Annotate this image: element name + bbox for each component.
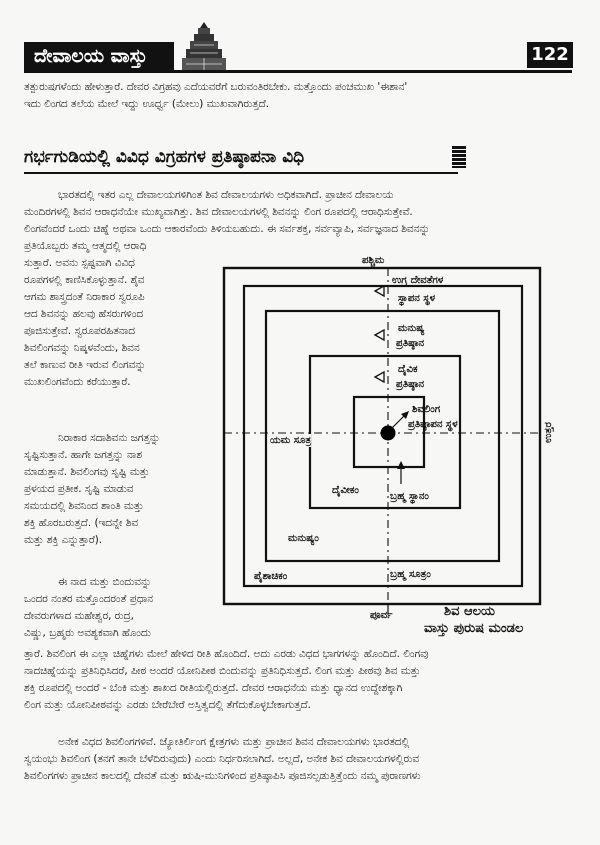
diagram-caption-line-2: ವಾಸ್ತು ಪುರುಷ ಮಂಡಲ bbox=[424, 621, 524, 636]
text-line: ಶಿವಲಿಂಗವನ್ನು ನಿಷ್ಕಳವೆಂದು, ಶಿವನ bbox=[24, 342, 140, 354]
text-line: ಇದು ಲಿಂಗದ ತಲೆಯ ಮೇಲೆ ಇದ್ದು ಊರ್ಧ್ವ (ಮೇಲು) ಮುಖವಾಗಿರುತ್ತದೆ. bbox=[24, 98, 270, 110]
text-line: ಪ್ರತಿಯೊಬ್ಬರು ತಮ್ಮ ಆತ್ಮದಲ್ಲಿ ಆರಾಧಿ bbox=[24, 240, 147, 252]
text-line: ಭಾರತದಲ್ಲಿ ಇತರ ಎಲ್ಲ ದೇವಾಲಯಗಳಿಗಿಂತ ಶಿವ ದೇವಾಲಯಗಳು ಅಧಿಕವಾಗಿದೆ. ಪ್ರಾಚೀನ ದೇವಾಲಯ bbox=[58, 189, 394, 201]
yama-sutra-label: ಯಮ ಸೂತ್ರ bbox=[270, 435, 312, 446]
text-line: ತ್ತಾರೆ. ಶಿವಲಿಂಗ ಈ ಎಲ್ಲಾ ಚಿಹ್ನೆಗಳು ಮೇಲೆ ಹೇಳಿದ ರೀತಿ ಹೊಂದಿದೆ. ಅದು ಎರಡು ವಿಧದ ಭಾಗಗಳನ್ನು ಹೊಂದಿದೆ. ಲಿಂಗವು bbox=[24, 648, 429, 660]
diagram-caption-line-1: ಶಿವ ಆಲಯ bbox=[444, 604, 495, 619]
running-header-title: ದೇವಾಲಯ ವಾಸ್ತು bbox=[34, 45, 148, 67]
text-line: ತಲೆ ಕಾಣುವ ರೀತಿ ಇರುವ ಲಿಂಗವನ್ನು bbox=[24, 359, 146, 371]
paragraph-3-full bbox=[24, 646, 576, 714]
heading-rule bbox=[24, 172, 458, 174]
brahma-sthana-label: ಬ್ರಹ್ಮ ಸ್ಥಾನಂ bbox=[390, 491, 429, 502]
vastu-purusha-mandala-diagram bbox=[220, 255, 576, 642]
direction-north-label: ಉತ್ತರ bbox=[542, 422, 554, 443]
text-line: ಶಕ್ತಿ ಹೊರಬರುತ್ತದೆ. (ಇದನ್ನೇ ಶಿವ bbox=[24, 517, 139, 529]
text-line: ಪೂಜಿಸುತ್ತೇವೆ. ಸ್ವರೂಪರಹಿತನಾದ bbox=[24, 325, 135, 337]
text-line: ವಿಷ್ಣು, ಬ್ರಹ್ಮರು ಅವಶ್ಯಕವಾಗಿ ಹೊಂದು bbox=[24, 627, 151, 639]
text-line: ಲಿಂಗವೆಂದರೆ ಒಂದು ಚಿಹ್ನೆ ಅಥವಾ ಒಂದು ಆಕಾರವೆಂದು ತಿಳಿಯಬಹುದು. ಈ ಸರ್ವಶಕ್ತ, ಸರ್ವವ್ಯಾಪಿ, ಸರ್ವಜ್ಞನಾದ ಶಿವನನ್ನು bbox=[24, 223, 430, 235]
text-line: ಶಿವಲಿಂಗಗಳು ಪ್ರಾಚೀನ ಕಾಲದಲ್ಲಿ ದೇವತೆ ಮತ್ತು ಋಷಿ-ಮುನಿಗಳಿಂದ ಪ್ರತಿಷ್ಠಾಪಿಸಿ ಪೂಜಿಸಲ್ಪಡುತ್ತಿತ್ತೆಂದು ನಮ್ಮ ಪುರಾಣಗಳು bbox=[24, 770, 421, 782]
text-line: ಮತ್ತು ಶಕ್ತಿ ಎನ್ನುತ್ತಾರೆ). bbox=[24, 534, 103, 546]
text-line: ಆಗಮ ಶಾಸ್ತ್ರದಂತೆ ನಿರಾಕಾರ ಸ್ವರೂಪಿ bbox=[24, 291, 145, 303]
daivika-zone-label-1: ದೈವಿಕ bbox=[398, 364, 418, 375]
manushya-zone-label-2: ಪ್ರತಿಷ್ಠಾನ bbox=[396, 338, 425, 349]
page-number: 122 bbox=[527, 42, 573, 68]
text-line: ಸೃಷ್ಟಿಸುತ್ತಾನೆ. ಹಾಗೇ ಜಗತ್ತನ್ನು ನಾಶ bbox=[24, 449, 143, 461]
paragraph-3-column bbox=[24, 574, 216, 642]
ugra-devata-zone-label-2: ಸ್ಥಾಪನ ಸ್ಥಳ bbox=[398, 293, 436, 304]
text-line: ಸ್ವಯಂಭು ಶಿವಲಿಂಗ (ತನಗೆ ತಾನೇ ಬೆಳೆದಿರುವುದು) ಎಂದು ನಿರ್ಧರಿಸಲಾಗಿದೆ. ಅಲ್ಲದೆ, ಅನೇಕ ಶಿವ ದೇವಾಲಯಗಳಲ್ಲಿರುವ bbox=[24, 753, 420, 765]
shivalinga-zone-label-1: ಶಿವಲಿಂಗ bbox=[412, 404, 441, 415]
text-line: ನಿರಾಕಾರ ಸದಾಶಿವನು ಜಗತ್ತನ್ನು bbox=[58, 432, 161, 444]
paragraph-4 bbox=[24, 734, 576, 785]
text-line: ತತ್ಪುರುಷಗಳೆಂದು ಹೇಳುತ್ತಾರೆ. ದೇವರ ವಿಗ್ರಹವು ಎದೆಯವರೆಗೆ ಬರುವಂತಿರಬೇಕು. ಮತ್ತೊಂದು ಪಂಚಮುಖ 'ಈಶಾನ' bbox=[24, 81, 408, 93]
text-line: ಸಮಯದಲ್ಲಿ ಶಿವನಿಂದ ಶಾಂತಿ ಮತ್ತು bbox=[24, 500, 144, 512]
text-line: ಸುತ್ತಾರೆ. ಅವನು ಸ್ಪಷ್ಟವಾಗಿ ವಿವಿಧ bbox=[24, 257, 135, 269]
ugra-devata-zone-label-1: ಉಗ್ರ ದೇವತೆಗಳ bbox=[392, 275, 444, 286]
text-line: ಶಕ್ತಿ ರೂಪದಲ್ಲಿ ಅಂದರೆ - ಬೆಂಕಿ ಮತ್ತು ಶಾಖದ ರೀತಿಯಲ್ಲಿರುತ್ತದೆ. ದೇವರ ಆರಾಧನೆಯ ಮತ್ತು ಧ್ಯಾನದ ಉದ್ದೇಶಕ್ಕಾಗಿ bbox=[24, 682, 403, 694]
paragraph-1-full bbox=[24, 187, 576, 238]
intro-paragraph bbox=[24, 79, 576, 113]
paishachika-ring-label: ಪೈಶಾಚಿಕಂ bbox=[254, 571, 288, 582]
mandala-lines bbox=[220, 262, 576, 642]
section-heading: ಗರ್ಭಗುಡಿಯಲ್ಲಿ ವಿವಿಧ ವಿಗ್ರಹಗಳ ಪ್ರತಿಷ್ಠಾಪನಾ ವಿಧಿ bbox=[24, 147, 305, 167]
text-line: ಮಂದಿರಗಳಲ್ಲಿ ಶಿವನ ಆರಾಧನೆಯೇ ಮುಖ್ಯವಾಗಿತ್ತು. ಶಿವ ದೇವಾಲಯಗಳಲ್ಲಿ ಶಿವನನ್ನು ಲಿಂಗ ರೂಪದಲ್ಲಿ ಆರಾಧಿಸುತ್ತೇವೆ. bbox=[24, 206, 413, 218]
text-line: ಆದ ಶಿವನನ್ನು ಹಲವು ಹೆಸರುಗಳಿಂದ bbox=[24, 308, 144, 320]
brahma-sutra-label: ಬ್ರಹ್ಮ ಸೂತ್ರಂ bbox=[390, 569, 431, 580]
text-line: ಒಂದರ ನಂತರ ಮತ್ತೊಂದರಂತೆ ಪ್ರಧಾನ bbox=[24, 593, 154, 605]
manushya-ring-label: ಮನುಷ್ಯಂ bbox=[288, 533, 319, 544]
text-line: ದೇವರುಗಳಾದ ಮಹೇಶ್ವರ, ರುದ್ರ, bbox=[24, 610, 134, 622]
text-line: ರೂಪಗಳಲ್ಲಿ ಕಾಣಿಸಿಕೊಳ್ಳುತ್ತಾನೆ. ಶೈವ bbox=[24, 274, 145, 286]
direction-east-label: ಪೂರ್ವ bbox=[370, 610, 393, 621]
paragraph-1-column bbox=[24, 238, 216, 391]
text-line: ಲಿಂಗ ಮತ್ತು ಯೋನಿಪೀಠವನ್ನು ಎರಡು ಬೇರೆಬೇರೆ ಅಸ್ತಿತ್ವದಲ್ಲಿ ತೆಗೆದುಕೊಳ್ಳಬೇಕಾಗುತ್ತದೆ. bbox=[24, 699, 311, 711]
text-line: ಈ ನಾದ ಮತ್ತು ಬಿಂದುವನ್ನು bbox=[58, 576, 152, 588]
text-line: ಮಾಡುತ್ತಾನೆ. ಶಿವಲಿಂಗವು ಸೃಷ್ಟಿ ಮತ್ತು bbox=[24, 466, 150, 478]
direction-west-label: ಪಶ್ಚಿಮ bbox=[362, 255, 385, 266]
text-line: ಪ್ರಳಯದ ಪ್ರತೀಕ. ಸೃಷ್ಟಿ ಮಾಡುವ bbox=[24, 483, 134, 495]
shivalinga-zone-label-2: ಪ್ರತಿಷ್ಠಾಪನ ಸ್ಥಳ bbox=[408, 419, 458, 430]
header-rule bbox=[24, 70, 572, 73]
daivika-ring-label: ದೈವೀಕಂ bbox=[332, 485, 359, 496]
heading-end-mark bbox=[452, 146, 466, 168]
temple-gopura-icon bbox=[178, 20, 230, 72]
text-line: ನಾದಚಿಹ್ನೆಯನ್ನು ಪ್ರತಿನಿಧಿಸಿದರೆ, ಪೀಠ ಅಂದರೆ ಯೋನಿಪೀಠ ಬಿಂದುವನ್ನು ಪ್ರತಿನಿಧಿಸುತ್ತದೆ. ಲಿಂಗ ಮತ್ತು ಪೀಠವು ಶಿವ ಮತ್ತು bbox=[24, 665, 421, 677]
text-line: ಅನೇಕ ವಿಧದ ಶಿವಲಿಂಗಗಳಿವೆ. ಜ್ಯೋತಿರ್ಲಿಂಗ ಕ್ಷೇತ್ರಗಳು ಮತ್ತು ಪ್ರಾಚೀನ ಶಿವನ ದೇವಾಲಯಗಳು ಭಾರತದಲ್ಲಿ bbox=[58, 736, 410, 748]
paragraph-2-column bbox=[24, 430, 216, 549]
manushya-zone-label-1: ಮನುಷ್ಯ bbox=[398, 323, 425, 334]
text-line: ಮುಖಲಿಂಗವೆಂದು ಕರೆಯುತ್ತಾರೆ. bbox=[24, 376, 131, 388]
daivika-zone-label-2: ಪ್ರತಿಷ್ಠಾನ bbox=[396, 379, 425, 390]
